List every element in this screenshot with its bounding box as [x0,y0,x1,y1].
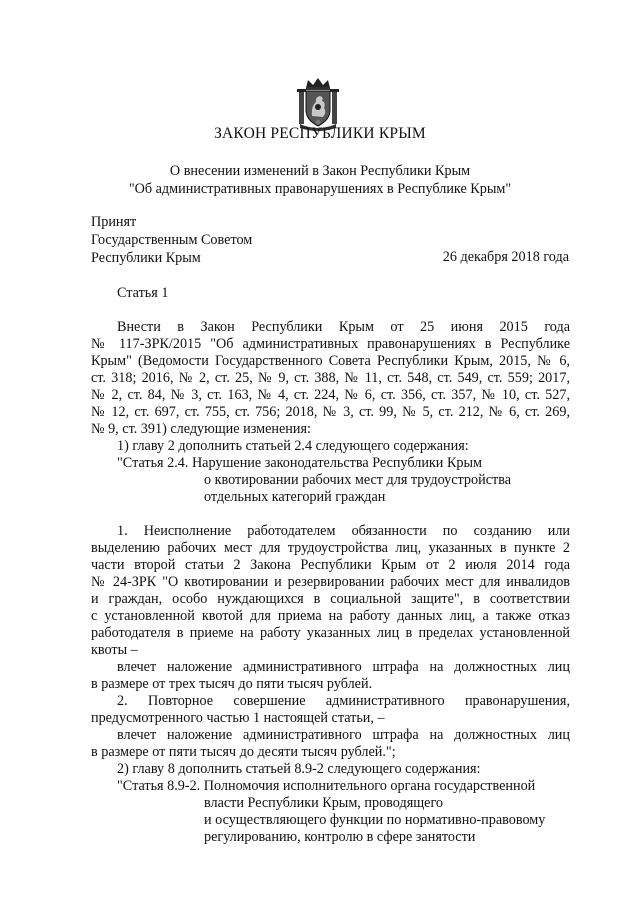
coat-of-arms-emblem [294,76,342,132]
body-line: в размере от трех тысяч до пяти тысяч рублей. [91,676,373,692]
adoption-date: 26 декабря 2018 года [442,249,569,265]
body-line: № 9, ст. 391) следующие изменения: [91,421,311,437]
body-line: о квотировании рабочих мест для трудоустройства [204,472,512,488]
body-line: квоты – [91,642,138,658]
law-title: ЗАКОН РЕСПУБЛИКИ КРЫМ [214,125,426,142]
body-line: влечет наложение административного штрафа на должностных лиц [117,727,570,743]
body-line: № 24-ЗРК "О квотировании и резервировании рабочих мест для инвалидов [91,574,570,590]
body-line: и граждан, особо нуждающихся в социальной защите", в соответствии [91,591,570,607]
body-line: работодателя в приеме на работу указанных лиц в пределах установленной [91,625,570,641]
body-line: 2) главу 8 дополнить статьей 8.9-2 следующего содержания: [117,761,481,777]
subtitle-line: "Об административных правонарушениях в Республике Крым" [128,181,512,197]
adoption-line: Государственным Советом [91,232,253,248]
body-line: 1) главу 2 дополнить статьей 2.4 следующего содержания: [117,438,469,454]
body-line: с установленной квотой для приема на работу данных лиц, а также отказ [91,608,570,624]
body-line: регулированию, контролю в сфере занятости [204,829,476,845]
body-line [91,506,570,523]
article-body [91,319,570,846]
body-line: выделению рабочих мест для трудоустройства лиц, указанных в пункте 2 [91,540,570,556]
body-line: ст. 318; 2016, № 2, ст. 25, № 9, ст. 388, № 11, ст. 548, ст. 549, ст. 559; 2017, [91,370,570,386]
body-line: предусмотренного частью 1 настоящей статьи, – [91,710,385,726]
body-line: в размере от пяти тысяч до десяти тысяч рублей."; [91,744,396,760]
body-line: отдельных категорий граждан [204,489,386,505]
adoption-block [91,213,252,267]
body-line: 1. Неисполнение работодателем обязанности по созданию или [117,523,570,539]
body-line: власти Республики Крым, проводящего [204,795,443,811]
body-line: части второй статьи 2 Закона Республики Крым от 2 июля 2014 года [91,557,570,573]
subtitle-line: О внесении изменений в Закон Республики Крым [169,163,471,179]
body-line: № 2, ст. 84, № 3, ст. 163, № 4, ст. 224, № 6, ст. 356, ст. 357, № 10, ст. 527, [91,387,570,403]
body-line: влечет наложение административного штрафа на должностных лиц [117,659,570,675]
adoption-line: Республики Крым [91,250,201,266]
body-line: Крым" (Ведомости Государственного Совета Республики Крым, 2015, № 6, [91,353,570,369]
body-line: "Статья 2.4. Нарушение законодательства Республики Крым [117,455,483,471]
body-line: 2. Повторное совершение административного правонарушения, [117,693,570,709]
adoption-line: Принят [91,214,137,230]
article-heading: Статья 1 [117,285,169,301]
body-line: и осуществляющего функции по нормативно-правовому [204,812,546,828]
body-line: Внести в Закон Республики Крым от 25 июня 2015 года [117,319,570,335]
body-line: № 117-ЗРК/2015 "Об административных правонарушениях в Республике [91,336,570,352]
body-line: "Статья 8.9-2. Полномочия исполнительного органа государственной [117,778,536,794]
body-line: № 12, ст. 697, ст. 755, ст. 756; 2018, № 3, ст. 99, № 5, ст. 212, № 6, ст. 269, [91,404,570,420]
law-subtitle [0,162,640,198]
